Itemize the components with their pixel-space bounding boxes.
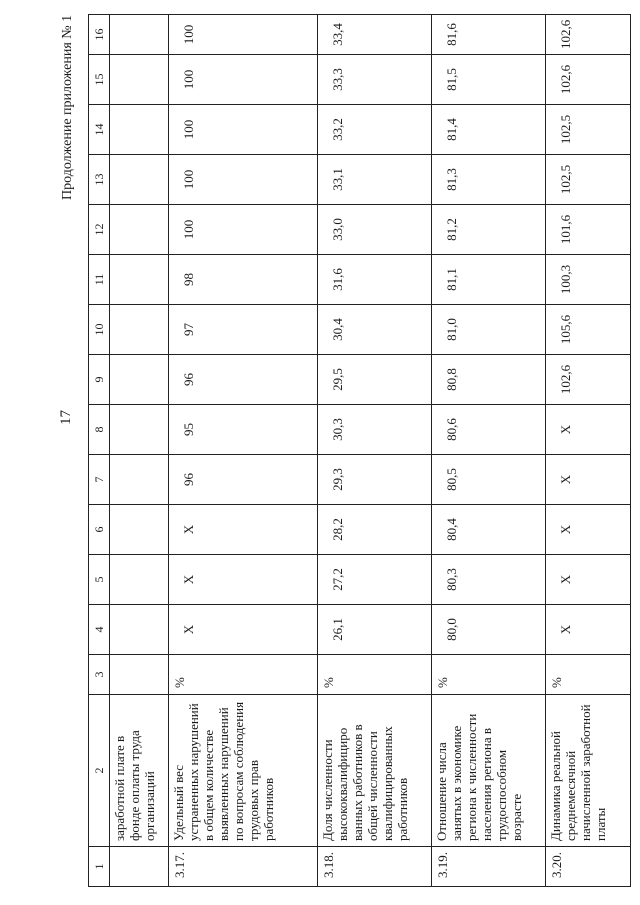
- column-number: 4: [89, 605, 110, 655]
- value-cell: [110, 155, 169, 205]
- row-number: [110, 847, 169, 887]
- value-cell: X: [546, 555, 631, 605]
- value-cell: 80,0: [432, 605, 546, 655]
- value-cell: 81,6: [432, 15, 546, 55]
- indicator-name: заработной плате в фонде оплаты труда организаций: [110, 695, 169, 847]
- value-cell: 28,2: [318, 505, 432, 555]
- table-row: [546, 15, 631, 887]
- value-cell: 80,5: [432, 455, 546, 505]
- unit-cell: %: [318, 655, 432, 695]
- row-number: 3.18.: [318, 847, 432, 887]
- value-cell: 81,0: [432, 305, 546, 355]
- value-cell: 105,6: [546, 305, 631, 355]
- column-number: 5: [89, 555, 110, 605]
- value-cell: [110, 605, 169, 655]
- unit-cell: %: [432, 655, 546, 695]
- value-cell: 100: [169, 15, 318, 55]
- value-cell: 100,3: [546, 255, 631, 305]
- table-row: [169, 15, 318, 887]
- column-number: 10: [89, 305, 110, 355]
- value-cell: 80,3: [432, 555, 546, 605]
- table-row: [432, 15, 546, 887]
- value-cell: 26,1: [318, 605, 432, 655]
- value-cell: 81,2: [432, 205, 546, 255]
- column-number: 2: [89, 695, 110, 847]
- value-cell: X: [169, 505, 318, 555]
- value-cell: 30,4: [318, 305, 432, 355]
- value-cell: 81,1: [432, 255, 546, 305]
- value-cell: 80,8: [432, 355, 546, 405]
- value-cell: X: [169, 605, 318, 655]
- value-cell: [110, 305, 169, 355]
- value-cell: 102,5: [546, 155, 631, 205]
- value-cell: 27,2: [318, 555, 432, 605]
- value-cell: [110, 205, 169, 255]
- value-cell: 100: [169, 55, 318, 105]
- value-cell: X: [169, 555, 318, 605]
- column-number: 1: [89, 847, 110, 887]
- value-cell: [110, 105, 169, 155]
- value-cell: [110, 455, 169, 505]
- value-cell: 33,0: [318, 205, 432, 255]
- value-cell: 102,6: [546, 55, 631, 105]
- value-cell: [110, 405, 169, 455]
- unit-cell: %: [546, 655, 631, 695]
- value-cell: 96: [169, 355, 318, 405]
- column-number: 13: [89, 155, 110, 205]
- indicator-name: Динамика реальной среднемесячной начисленной заработной платы: [546, 695, 631, 847]
- column-number: 3: [89, 655, 110, 695]
- value-cell: 102,5: [546, 105, 631, 155]
- indicators-table: [88, 14, 631, 887]
- table-row: [110, 15, 169, 887]
- column-number: 11: [89, 255, 110, 305]
- column-number: 8: [89, 405, 110, 455]
- value-cell: [110, 555, 169, 605]
- indicator-name: Удельный вес устраненных нарушений в общем количестве выявленных нарушений по вопросам соблюдения трудовых прав работников: [169, 695, 318, 847]
- value-cell: 100: [169, 205, 318, 255]
- continuation-title: Продолжение приложения № 1: [60, 14, 75, 200]
- value-cell: 95: [169, 405, 318, 455]
- value-cell: X: [546, 455, 631, 505]
- indicator-name: Отношение числа занятых в экономике региона к численности населения региона в трудоспособном возрасте: [432, 695, 546, 847]
- value-cell: 80,6: [432, 405, 546, 455]
- value-cell: 33,2: [318, 105, 432, 155]
- value-cell: [110, 15, 169, 55]
- column-number: 16: [89, 15, 110, 55]
- value-cell: 81,3: [432, 155, 546, 205]
- value-cell: X: [546, 605, 631, 655]
- value-cell: 29,5: [318, 355, 432, 405]
- unit-cell: [110, 655, 169, 695]
- value-cell: 102,6: [546, 355, 631, 405]
- unit-cell: %: [169, 655, 318, 695]
- value-cell: 102,6: [546, 15, 631, 55]
- page-number: 17: [58, 410, 74, 425]
- row-number: 3.19.: [432, 847, 546, 887]
- value-cell: 30,3: [318, 405, 432, 455]
- value-cell: 81,4: [432, 105, 546, 155]
- value-cell: 80,4: [432, 505, 546, 555]
- column-number: 15: [89, 55, 110, 105]
- value-cell: 97: [169, 305, 318, 355]
- column-number: 14: [89, 105, 110, 155]
- value-cell: 33,4: [318, 15, 432, 55]
- column-number-row: [89, 15, 110, 887]
- value-cell: X: [546, 505, 631, 555]
- column-number: 9: [89, 355, 110, 405]
- value-cell: 98: [169, 255, 318, 305]
- value-cell: 100: [169, 105, 318, 155]
- row-number: 3.20.: [546, 847, 631, 887]
- value-cell: [110, 505, 169, 555]
- value-cell: 29,3: [318, 455, 432, 505]
- table-row: [318, 15, 432, 887]
- row-number: 3.17.: [169, 847, 318, 887]
- value-cell: 31,6: [318, 255, 432, 305]
- value-cell: [110, 255, 169, 305]
- value-cell: 81,5: [432, 55, 546, 105]
- value-cell: 96: [169, 455, 318, 505]
- value-cell: 33,1: [318, 155, 432, 205]
- value-cell: [110, 55, 169, 105]
- column-number: 7: [89, 455, 110, 505]
- column-number: 12: [89, 205, 110, 255]
- column-number: 6: [89, 505, 110, 555]
- value-cell: 100: [169, 155, 318, 205]
- value-cell: 101,6: [546, 205, 631, 255]
- value-cell: [110, 355, 169, 405]
- indicator-name: Доля численности высококвалифициро ванных работников в общей численности квалифицированных работников: [318, 695, 432, 847]
- value-cell: 33,3: [318, 55, 432, 105]
- value-cell: X: [546, 405, 631, 455]
